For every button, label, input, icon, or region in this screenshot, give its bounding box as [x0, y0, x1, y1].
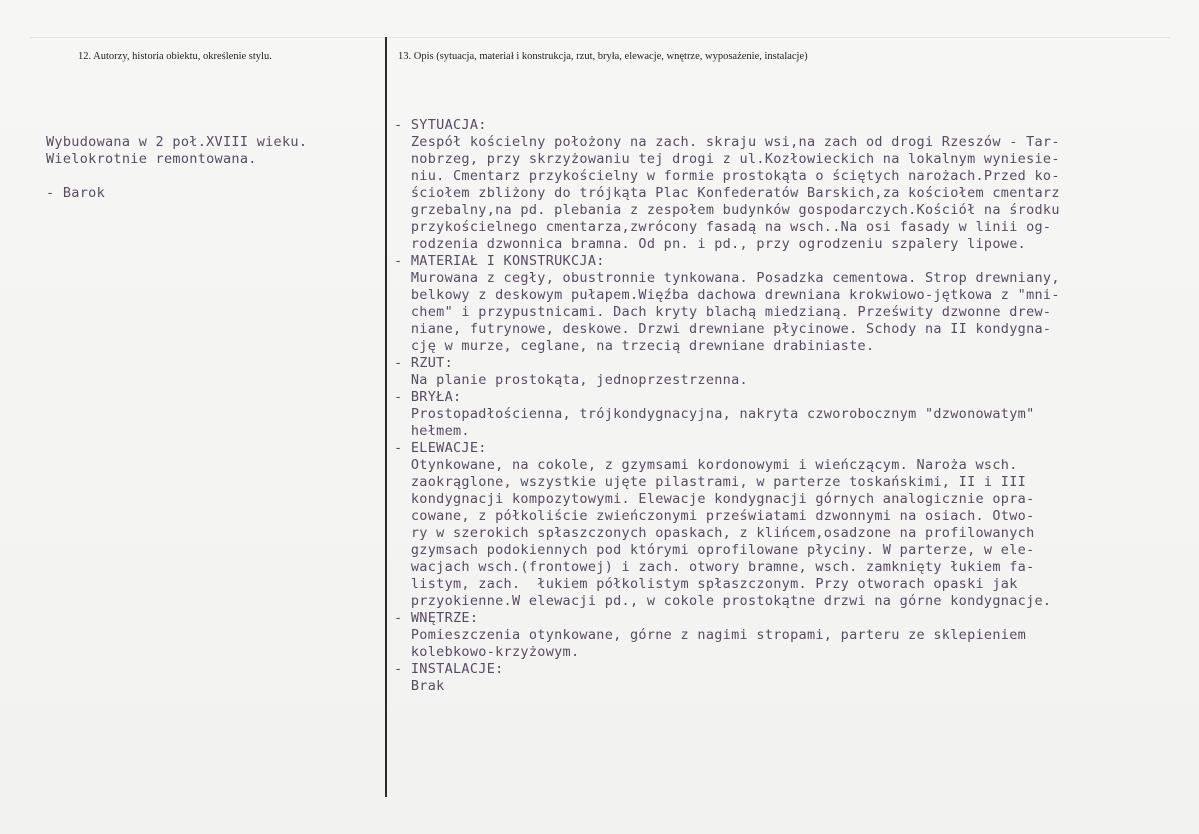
description-line: Pomieszczenia otynkowane, górne z nagimi stropami, parteru ze sklepieniem [394, 627, 1027, 643]
history-line: - Barok [46, 185, 105, 201]
history-line: Wybudowana w 2 poł.XVIII wieku. [46, 134, 308, 150]
description-line: niu. Cmentarz przykościelny w formie prostokąta o ściętych narożach.Przed ko- [394, 168, 1060, 184]
history-line: Wielokrotnie remontowana. [46, 151, 257, 167]
description-line: chem" i przypustnicami. Dach kryty blachą miedzianą. Prześwity dzwonne drew- [394, 304, 1052, 320]
description-line: hełmem. [394, 423, 470, 439]
description-line: gzymsach podokiennych pod którymi oprofilowane płyciny. W parterze, w ele- [394, 542, 1035, 558]
description-line: rodzenia dzwonnica bramna. Od pn. i pd., przy ogrodzeniu szpalery lipowe. [394, 236, 1027, 252]
description-line: Otynkowane, na cokole, z gzymsami kordonowymi i wieńczącym. Naroża wsch. [394, 457, 1018, 473]
description-line: cję w murze, ceglane, na trzecią drewniane drabiniaste. [394, 338, 875, 354]
description-line: przykościelnego cmentarza,zwrócony fasadą na wsch..Na osi fasady w linii og- [394, 219, 1052, 235]
description-line: ściołem zbliżony do trójkąta Plac Konfederatów Barskich,za kościołem cmentarz [394, 185, 1060, 201]
description-line: grzebalny,na pd. plebania z zespołem budynków gospodarczych.Kościół na środku [394, 202, 1060, 218]
description-line: - SYTUACJA: [394, 117, 487, 133]
description-line: - INSTALACJE: [394, 661, 504, 677]
right-column-header: 13. Opis (sytuacja, materiał i konstrukcja, rzut, bryła, elewacje, wnętrze, wyposażenie, instalacje) [398, 51, 808, 62]
description-line: cowane, z półkoliście zwieńczonymi przeświatami dzwonnymi na osiach. Otwo- [394, 508, 1035, 524]
description-line: zaokrąglone, wszystkie ujęte pilastrami, w parterze toskańskimi, II i III [394, 474, 1027, 490]
top-rule [30, 37, 1170, 38]
description-line: nobrzeg, przy skrzyżowaniu tej drogi z ul.Kozłowieckich na lokalnym wyniesie- [394, 151, 1060, 167]
description-line: Zespół kościelny położony na zach. skraju wsi,na zach od drogi Rzeszów - Tar- [394, 134, 1060, 150]
description-line: Brak [394, 678, 445, 694]
history-line [46, 168, 307, 185]
description-line: - ELEWACJE: [394, 440, 487, 456]
description-line: - WNĘTRZE: [394, 610, 479, 626]
left-column-text [46, 134, 307, 202]
description-line: belkowy z deskowym pułapem.Więźba dachowa drewniana krokwiowo-jętkowa z "mni- [394, 287, 1060, 303]
description-line: kondygnacji kompozytowymi. Elewacje kondygnacji górnych analogicznie opra- [394, 491, 1035, 507]
column-divider [385, 37, 387, 797]
description-line: Na planie prostokąta, jednoprzestrzenna. [394, 372, 748, 388]
description-line: - MATERIAŁ I KONSTRUKCJA: [394, 253, 605, 269]
description-line: ry w szerokich spłaszczonych opaskach, z klińcem,osadzone na profilowanych [394, 525, 1035, 541]
left-column-header: 12. Autorzy, historia obiektu, określenie stylu. [78, 51, 272, 62]
description-line: wacjach wsch.(frontowej) i zach. otwory bramne, wsch. zamknięty łukiem fa- [394, 559, 1035, 575]
right-column-text [394, 117, 1060, 695]
description-line: przyokienne.W elewacji pd., w cokole prostokątne drzwi na górne kondygnacje. [394, 593, 1052, 609]
description-line: niane, futrynowe, deskowe. Drzwi drewniane płycinowe. Schody na II kondygna- [394, 321, 1052, 337]
description-line: listym, zach. łukiem półkolistym spłaszczonym. Przy otworach opaski jak [394, 576, 1018, 592]
description-line: Prostopadłościenna, trójkondygnacyjna, nakryta czworobocznym "dzwonowatym" [394, 406, 1035, 422]
description-line: kolebkowo-krzyżowym. [394, 644, 580, 660]
description-line: - RZUT: [394, 355, 453, 371]
description-line: - BRYŁA: [394, 389, 462, 405]
description-line: Murowana z cegły, obustronnie tynkowana. Posadzka cementowa. Strop drewniany, [394, 270, 1060, 286]
